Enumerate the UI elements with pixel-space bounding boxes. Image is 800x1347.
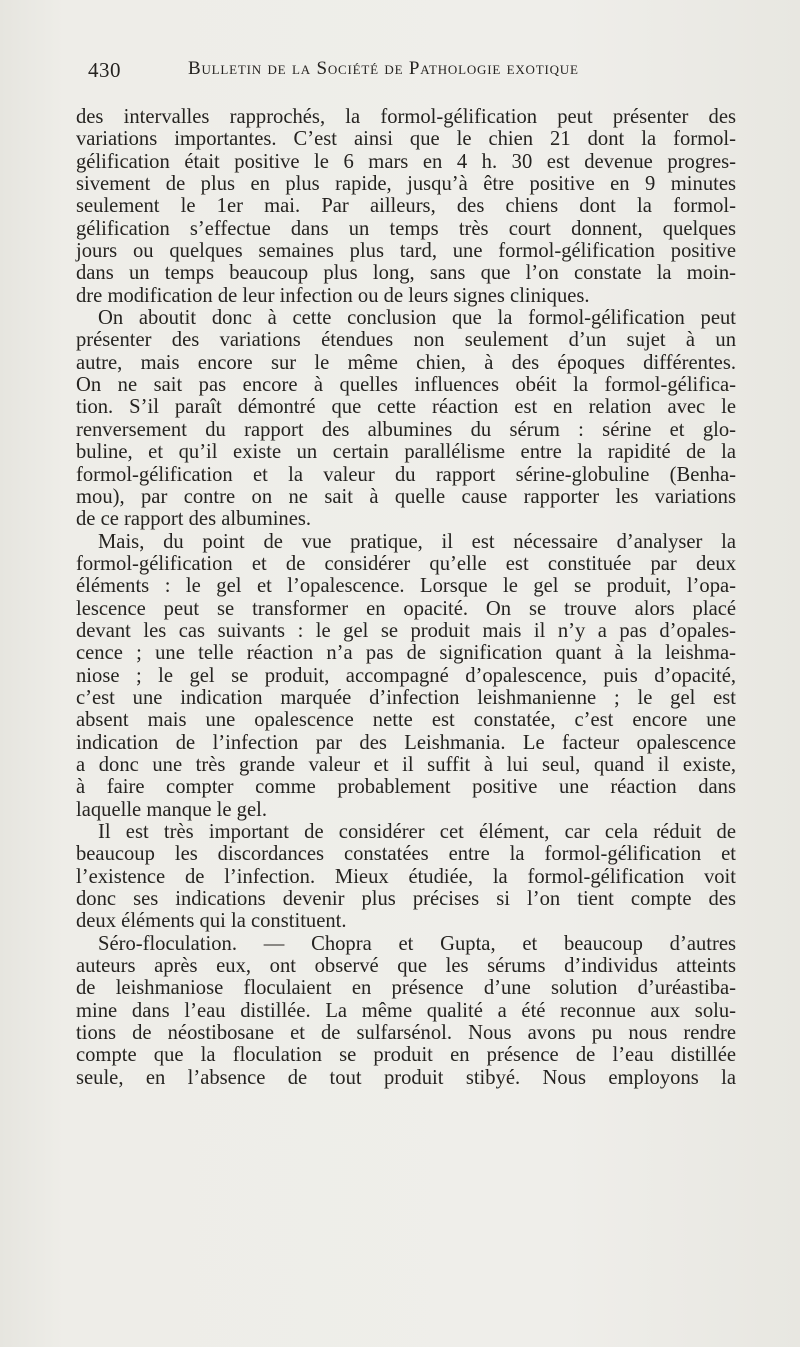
text-line: tion. S’il paraît démontré que cette réaction est en relation avec le <box>76 396 736 419</box>
text-line: à faire compter comme probablement positive une réaction dans <box>76 776 736 799</box>
text-line: seulement le 1er mai. Par ailleurs, des chiens dont la formol- <box>76 195 736 218</box>
text-line: gélification s’effectue dans un temps très court donnent, quelques <box>76 217 736 240</box>
text-line: tions de néostibosane et de sulfarsénol. Nous avons pu nous rendre <box>76 1022 736 1045</box>
text-line: de ce rapport des albumines. <box>76 508 312 531</box>
text-line: l’existence de l’infection. Mieux étudiée, la formol-gélification voit <box>76 865 736 888</box>
text-line: niose ; le gel se produit, accompagné d’opalescence, puis d’opacité, <box>76 664 736 687</box>
text-line: jours ou quelques semaines plus tard, une formol-gélification positive <box>76 240 736 263</box>
text-line: autre, mais encore sur le même chien, à des époques différentes. <box>76 351 736 374</box>
text-line: c’est une indication marquée d’infection leishmanienne ; le gel est <box>76 686 736 709</box>
text-line: formol-gélification et de considérer qu’elle est constituée par deux <box>76 552 736 575</box>
text-line: buline, et qu’il existe un certain parallélisme entre la rapidité de la <box>76 441 736 464</box>
text-line: de leishmaniose floculaient en présence d’une solution d’uréastiba- <box>76 977 736 1000</box>
page-number: 430 <box>88 58 121 82</box>
text-line: gélification était positive le 6 mars en 4 h. 30 est devenue progres- <box>76 150 736 173</box>
text-line: cence ; une telle réaction n’a pas de signification quant à la leishma- <box>76 642 736 665</box>
text-line: devant les cas suivants : le gel se produit mais il n’y a pas d’opales- <box>76 619 736 642</box>
text-line: Mais, du point de vue pratique, il est nécessaire d’analyser la <box>98 530 736 553</box>
body-text <box>76 106 736 1089</box>
text-line: lescence peut se transformer en opacité. On se trouve alors placé <box>76 597 736 620</box>
text-line: absent mais une opalescence nette est constatée, c’est encore une <box>76 709 736 732</box>
text-line: Il est très important de considérer cet élément, car cela réduit de <box>98 821 736 843</box>
running-head: Bulletin de la Société de Pathologie exotique <box>188 58 579 79</box>
text-line: deux éléments qui la constituent. <box>76 910 347 933</box>
text-line: indication de l’infection par des Leishmania. Le facteur opalescence <box>76 731 736 754</box>
text-line: éléments : le gel et l’opalescence. Lorsque le gel se produit, l’opa- <box>76 575 736 598</box>
text-line: laquelle manque le gel. <box>76 798 267 821</box>
text-line: beaucoup les discordances constatées entre la formol-gélification et <box>76 843 736 866</box>
text-line: formol-gélification et la valeur du rapport sérine-globuline (Benha- <box>76 463 736 486</box>
text-line: donc ses indications devenir plus précises si l’on tient compte des <box>76 888 736 911</box>
text-line: a donc une très grande valeur et il suffit à lui seul, quand il existe, <box>76 753 736 776</box>
text-line: dans un temps beaucoup plus long, sans que l’on constate la moin- <box>76 262 736 285</box>
text-line: renversement du rapport des albumines du sérum : sérine et glo- <box>76 418 736 441</box>
text-line: présenter des variations étendues non seulement d’un sujet à un <box>76 329 736 352</box>
text-line: sivement de plus en plus rapide, jusqu’à être positive en 9 minutes <box>76 173 736 196</box>
text-line: dre modification de leur infection ou de leurs signes cliniques. <box>76 284 590 307</box>
text-line: mine dans l’eau distillée. La même qualité a été reconnue aux solu- <box>76 999 736 1022</box>
text-line: On ne sait pas encore à quelles influences obéit la formol-gélifica- <box>76 374 736 397</box>
page-header <box>88 58 648 88</box>
text-line: mou), par contre on ne sait à quelle cause rapporter les variations <box>76 485 736 508</box>
text-line: On aboutit donc à cette conclusion que la formol-gélification peut <box>98 307 736 330</box>
text-line: Séro-floculation. — Chopra et Gupta, et beaucoup d’autres <box>98 932 736 955</box>
text-line: seule, en l’absence de tout produit stibyé. Nous employons la <box>76 1066 736 1089</box>
text-line: compte que la floculation se produit en présence de l’eau distillée <box>76 1044 736 1067</box>
text-line: des intervalles rapprochés, la formol-gélification peut présenter des <box>76 106 736 128</box>
text-line: auteurs après eux, ont observé que les sérums d’individus atteints <box>76 955 736 978</box>
text-line: variations importantes. C’est ainsi que le chien 21 dont la formol- <box>76 128 736 151</box>
